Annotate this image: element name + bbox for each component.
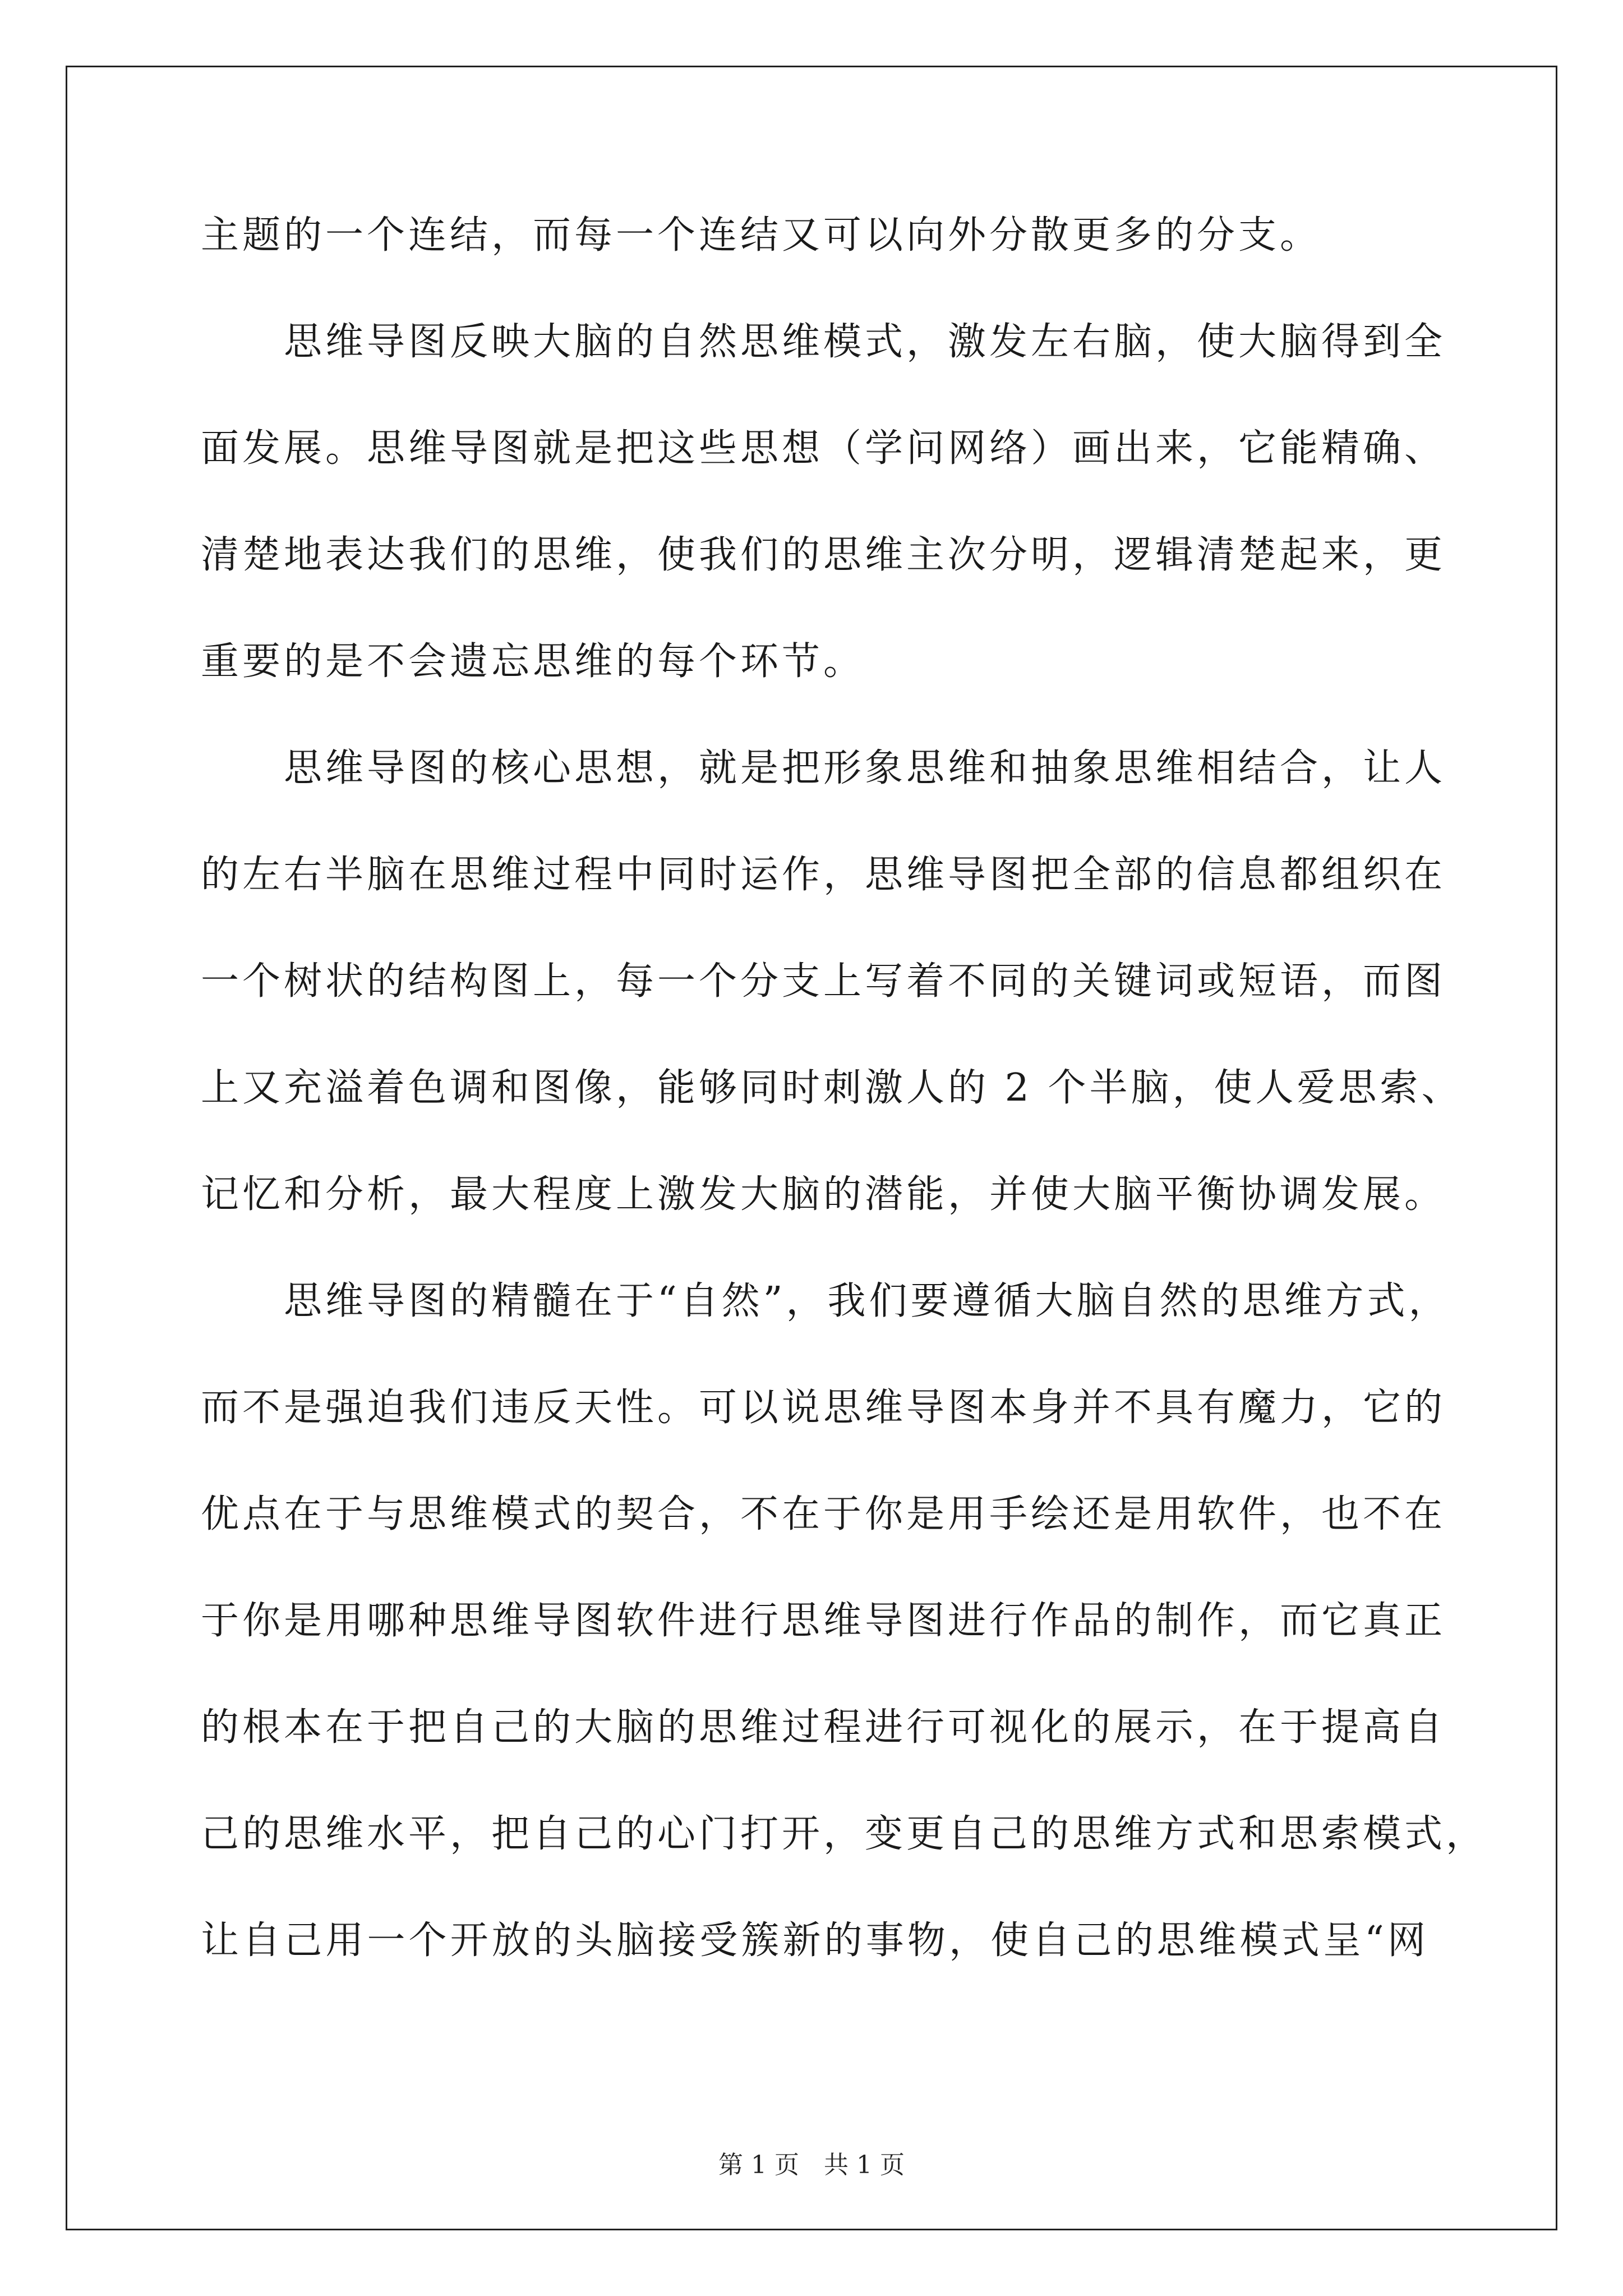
paragraph-first-line: 思维导图反映大脑的自然思维模式，激发左右脑，使大脑得到全 xyxy=(284,320,1446,364)
text-line: 一个树状的结构图上，每一个分支上写着不同的关键词或短语，而图 xyxy=(201,959,1446,1004)
text-line: 记忆和分析，最大程度上激发大脑的潜能，并使大脑平衡协调发展。 xyxy=(201,1172,1446,1217)
text-line: 优点在于与思维模式的契合，不在于你是用手绘还是用软件，也不在 xyxy=(201,1492,1446,1536)
text-line: 主题的一个连结，而每一个连结又可以向外分散更多的分支。 xyxy=(201,213,1322,257)
text-line: 重要的是不会遗忘思维的每个环节。 xyxy=(201,639,865,684)
text-line: 上又充溢着色调和图像，能够同时刺激人的 2 个半脑，使人爱思索、 xyxy=(201,1066,1463,1110)
text-line: 己的思维水平，把自己的心门打开，变更自己的思维方式和思索模式， xyxy=(201,1812,1488,1856)
paragraph-first-line: 思维导图的精髓在于“自然”，我们要遵循大脑自然的思维方式， xyxy=(284,1279,1450,1323)
text-line: 于你是用哪种思维导图软件进行思维导图进行作品的制作，而它真正 xyxy=(201,1599,1446,1643)
text-line: 而不是强迫我们违反天性。可以说思维导图本身并不具有魔力，它的 xyxy=(201,1386,1446,1430)
page-border xyxy=(66,66,1557,2230)
text-line: 面发展。思维导图就是把这些思想（学问网络）画出来，它能精确、 xyxy=(201,426,1446,471)
text-line: 让自己用一个开放的头脑接受簇新的事物，使自己的思维模式呈“网 xyxy=(201,1918,1429,1963)
text-line: 清楚地表达我们的思维，使我们的思维主次分明，逻辑清楚起来，更 xyxy=(201,533,1446,577)
text-line: 的左右半脑在思维过程中同时运作，思维导图把全部的信息都组织在 xyxy=(201,853,1446,897)
text-line: 的根本在于把自己的大脑的思维过程进行可视化的展示，在于提高自 xyxy=(201,1705,1446,1750)
paragraph-first-line: 思维导图的核心思想，就是把形象思维和抽象思维相结合，让人 xyxy=(284,746,1446,790)
page-number-footer: 第 1 页 共 1 页 xyxy=(718,2151,905,2179)
